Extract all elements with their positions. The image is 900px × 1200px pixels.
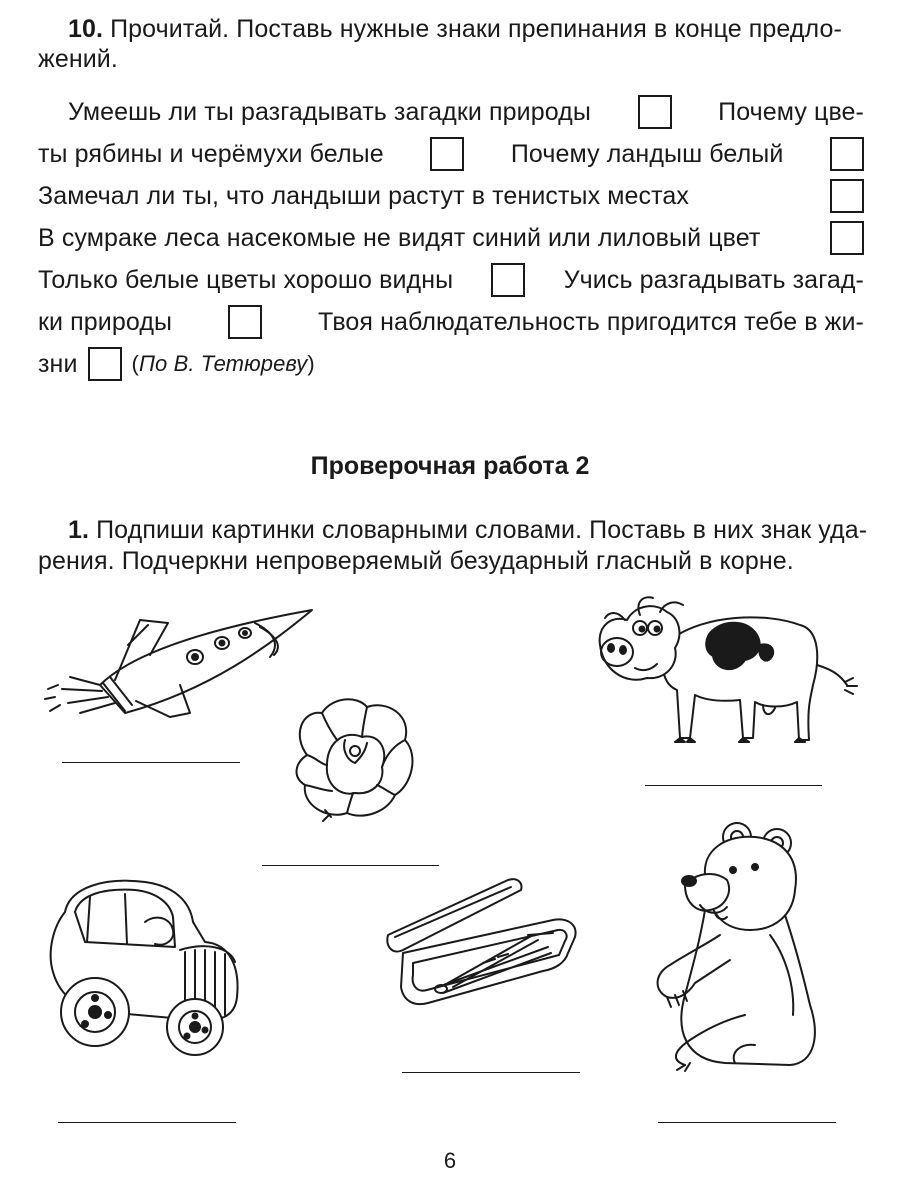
- rocket-icon: [40, 605, 320, 720]
- text-fragment: Почему ландыш белый: [510, 140, 784, 168]
- text-fragment: Умеешь ли ты разгадывать загадки природы: [68, 98, 591, 126]
- bear-icon: [645, 815, 820, 1075]
- punctuation-box-3[interactable]: [830, 137, 864, 171]
- punctuation-box-8[interactable]: [88, 347, 122, 381]
- task10-number: 10.: [68, 15, 104, 43]
- punctuation-box-6[interactable]: [491, 263, 525, 297]
- source-citation: (По В. Тетюреву): [131, 351, 315, 376]
- text-fragment: Только белые цветы хорошо видны: [38, 266, 454, 294]
- car-icon: [45, 872, 245, 1062]
- task10-instruction-line-1: [68, 14, 842, 44]
- text-line-1: [68, 95, 864, 129]
- punctuation-box-7[interactable]: [228, 305, 262, 339]
- text-fragment: зни: [38, 350, 78, 378]
- task1-instruction: Подпиши картинки словарными словами. Поставь в них знак уда-: [96, 516, 868, 544]
- task10-instruction: Прочитай. Поставь нужные знаки препинания в конце предло-: [110, 15, 842, 43]
- text-line-6: [38, 305, 864, 339]
- punctuation-box-2[interactable]: [430, 137, 464, 171]
- punctuation-box-4[interactable]: [830, 179, 864, 213]
- text-fragment: ты рябины и черёмухи белые: [38, 140, 384, 168]
- cow-icon: [595, 590, 860, 745]
- text-fragment: Замечал ли ты, что ландыши растут в тенистых местах: [38, 182, 690, 210]
- answer-line-bear[interactable]: [658, 1122, 836, 1123]
- text-line-4: [38, 221, 864, 255]
- cabbage-icon: [287, 695, 422, 825]
- text-fragment: Твоя наблюдательность пригодится тебе в жи-: [318, 308, 864, 336]
- answer-line-rocket[interactable]: [62, 762, 240, 763]
- text-fragment: В сумраке леса насекомые не видят синий или лиловый цвет: [38, 224, 761, 252]
- source-author: По В. Тетюреву: [138, 351, 308, 376]
- text-line-2: [38, 137, 864, 171]
- text-fragment: Учись разгадывать загад-: [563, 266, 864, 294]
- pencil-case-icon: [383, 875, 583, 1010]
- task1-instruction-line-1: [68, 515, 867, 545]
- task1-instruction-line-2: рения. Подчеркни непроверяемый безударный гласный в корне.: [38, 547, 794, 575]
- section-title: Проверочная работа 2: [310, 452, 590, 480]
- page-number: 6: [443, 1148, 457, 1173]
- punctuation-box-1[interactable]: [638, 95, 672, 129]
- answer-line-cow[interactable]: [645, 785, 822, 786]
- task1-number: 1.: [68, 516, 90, 544]
- punctuation-box-5[interactable]: [830, 221, 864, 255]
- task10-instruction-line-2: жений.: [38, 45, 118, 73]
- answer-line-pencil-case[interactable]: [402, 1072, 580, 1073]
- text-fragment: ки природы: [38, 308, 173, 336]
- answer-line-car[interactable]: [58, 1122, 236, 1123]
- text-fragment: Почему цве-: [718, 98, 864, 126]
- text-line-7: [38, 347, 315, 381]
- text-line-3: [38, 179, 864, 213]
- text-line-5: [38, 263, 864, 297]
- answer-line-cabbage[interactable]: [262, 865, 439, 866]
